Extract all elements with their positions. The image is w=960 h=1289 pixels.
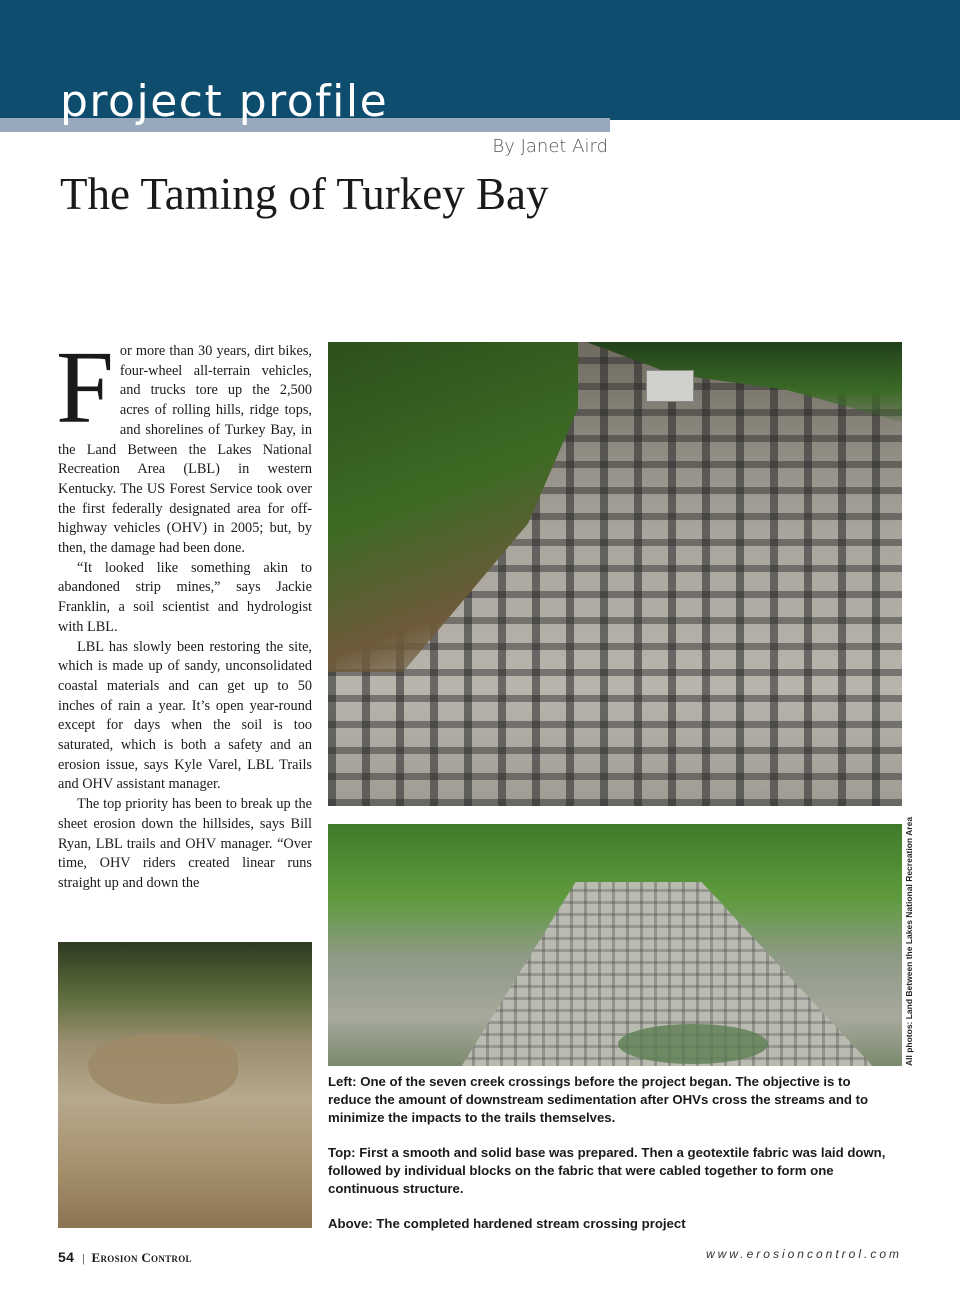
photo-completed-crossing bbox=[328, 824, 902, 1066]
photo-creek-pool bbox=[88, 1034, 238, 1104]
photo-credit: All photos: Land Between the Lakes National Recreation Area bbox=[904, 816, 914, 1066]
article-paragraph-1 bbox=[56, 330, 312, 559]
article-paragraph-4: The top priority has been to break up the sheet erosion down the hillsides, says Bill Ryan, LBL trails and OHV manager. “Over time, OHV riders created linear runs straight up and down the bbox=[58, 796, 312, 891]
photo-puddle bbox=[618, 1024, 768, 1064]
photo-creek-before bbox=[58, 942, 312, 1228]
byline: By Janet Aird bbox=[492, 136, 608, 157]
caption-left: Left: One of the seven creek crossings before the project began. The objective is to reduce the amount of downstream sedimentation after OHVs cross the streams and to minimize the impacts to the trails themselves. bbox=[328, 1074, 869, 1125]
page-number: 54 bbox=[58, 1249, 75, 1265]
photo-forest-left bbox=[328, 342, 578, 672]
footer-url: www.erosioncontrol.com bbox=[705, 1247, 902, 1261]
photo-block-installation bbox=[328, 342, 902, 806]
footer-folio bbox=[58, 1249, 192, 1266]
photo-captions bbox=[328, 1073, 894, 1250]
headline: The Taming of Turkey Bay bbox=[60, 169, 549, 219]
caption-top: Top: First a smooth and solid base was prepared. Then a geotextile fabric was laid down, followed by individual blocks on the fabric that were cabled together to form one continuous structure. bbox=[328, 1145, 886, 1196]
drop-cap: F bbox=[56, 330, 114, 445]
article-body bbox=[56, 330, 312, 894]
caption-above: Above: The completed hardened stream crossing project bbox=[328, 1216, 686, 1231]
magazine-name: Erosion Control bbox=[91, 1250, 192, 1265]
section-label: project profile bbox=[60, 76, 389, 127]
footer-separator: | bbox=[82, 1251, 86, 1265]
article-paragraph-3: LBL has slowly been restoring the site, which is made up of sandy, unconsolidated coastal materials and can get up to 50 inches of rain a year. It’s open year-round except for days when the soil is too saturated, which is both a safety and an erosion issue, says Kyle Varel, LBL Trails and OHV assistant manager. bbox=[58, 638, 312, 793]
article-paragraph-2: “It looked like something akin to abandoned strip mines,” says Jackie Franklin, a soil scientist and hydrologist with LBL. bbox=[58, 559, 312, 635]
photo-block-pallet bbox=[646, 370, 694, 402]
paragraph-1-text: or more than 30 years, dirt bikes, four-wheel all-terrain vehicles, and trucks tore up the 2,500 acres of rolling hills, ridge tops, and shorelines of Turkey Bay, in the Land Between the Lakes National Recreation Area (LBL) in western Kentucky. The US Forest Service took over the first federally designated area for off-highway vehicles (OHV) in 2005; but, by then, the damage had been done. bbox=[58, 343, 312, 557]
